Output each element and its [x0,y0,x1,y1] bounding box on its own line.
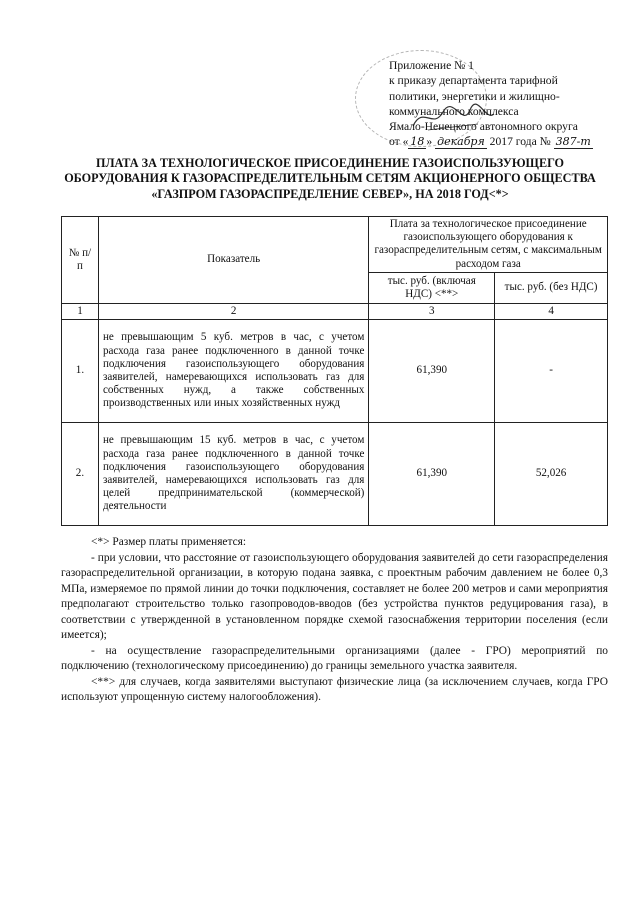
header-vat: тыс. руб. (включая НДС) <**> [369,272,495,303]
row-indicator: не превышающим 5 куб. метров в час, с учетом расхода газа ранее подключенного в данной точке подключения газоиспользующего оборудования заявителей, намеревающихся использовать газ для собственных нужд, а также собственных производственных или иных хозяйственных нужд [98,320,368,423]
appendix-line: Приложение № 1 [389,59,474,72]
date-month: декабря [437,135,485,149]
appendix-line: Ямало-Ненецкого автономного округа [389,120,578,134]
row-indicator: не превышающим 15 куб. метров в час, с учетом расхода газа ранее подключенного в данной точке подключения газоиспользующего оборудования заявителей, намеревающихся использовать газ для целей предпринимательской (коммерческой) деятельности [98,423,368,526]
row-num: 1. [62,320,99,423]
header-num: № п/п [62,217,99,304]
date-mid: » [426,135,433,149]
row-vat: 61,390 [369,423,495,526]
footnote: <*> Размер платы применяется: [91,536,247,548]
row-vat: 61,390 [369,320,495,423]
date-prefix: от « [389,135,409,149]
date-day: 18 [410,135,425,149]
table-row [62,320,608,423]
col-number: 2 [98,303,368,319]
footnote: - при условии, что расстояние от газоиспользующего оборудования заявителей до сети газораспределения газораспределительной организации, в которую подана заявка, с проектным рабочим давлением не более 0,3 МПа, измеряемое по прямой линии до точки подключения, составляет не более 200 метров и сами мероприятия предполагают строительство только газопроводов-вводов (без устройства пунктов редуцирования газа), в соответствии с утвержденной в установленном порядке схемой газоснабжения территории поселения (если имеется); [61,551,608,641]
header-fee: Плата за технологическое присоединение газоиспользующего оборудования к газораспределительным сетям, с максимальным расходом газа [369,217,608,273]
row-novat: 52,026 [495,423,608,526]
date-year: 2017 года № [489,135,551,149]
col-number: 3 [369,303,495,319]
row-num: 2. [62,423,99,526]
table-header-row [62,217,608,273]
footnote: <**> для случаев, когда заявителями выступают физические лица (за исключением случаев, когда ГРО используют упрощенную систему налогообложения). [61,675,608,703]
col-number: 4 [495,303,608,319]
col-number: 1 [62,303,99,319]
appendix-header [389,58,629,150]
table-row [62,423,608,526]
document-title: ПЛАТА ЗА ТЕХНОЛОГИЧЕСКОЕ ПРИСОЕДИНЕНИЕ ГАЗОИСПОЛЬЗУЮЩЕГО ОБОРУДОВАНИЯ К ГАЗОРАСПРЕДЕЛИТЕЛЬНЫМ СЕТЯМ АКЦИОНЕРНОГО ОБЩЕСТВА «ГАЗПРОМ ГАЗОРАСПРЕДЕЛЕНИЕ СЕВЕР», НА 2018 ГОД<*> [64,156,596,201]
header-indicator: Показатель [98,217,368,304]
footnotes [61,535,608,706]
order-number: 387-т [555,135,591,149]
appendix-line: к приказу департамента тарифной [389,74,558,88]
appendix-line: коммунального комплекса [389,104,519,118]
header-novat: тыс. руб. (без НДС) [495,272,608,303]
row-novat: - [495,320,608,423]
appendix-date-line [389,134,629,149]
footnote: - на осуществление газораспределительными организациями (далее - ГРО) мероприятий по подключению (технологическому присоединению) до границы земельного участка заявителя. [61,644,608,672]
table-colnum-row [62,303,608,319]
fee-table [61,216,608,526]
appendix-line: политики, энергетики и жилищно- [389,89,560,103]
